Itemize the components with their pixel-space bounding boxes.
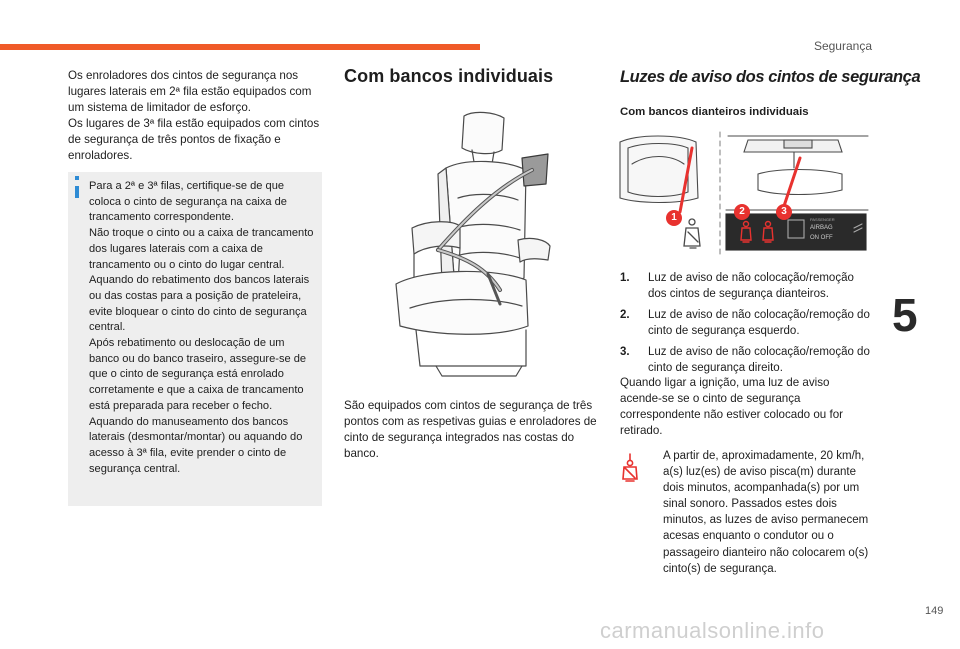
list-item-number: 1. bbox=[620, 272, 630, 284]
ignition-text bbox=[620, 375, 860, 439]
panel-label-airbag: AIRBAG bbox=[810, 225, 833, 231]
info-note-text bbox=[89, 179, 317, 477]
section-heading-warning-lights: Luzes de aviso dos cintos de segurança bbox=[620, 68, 921, 86]
watermark: carmanualsonline.info bbox=[600, 618, 825, 643]
individual-seats-text bbox=[344, 398, 600, 462]
list-item-text: Luz de aviso de não colocação/remoção dos cintos de segurança dianteiros. bbox=[648, 272, 854, 300]
individual-seats-paragraph: São equipados com cintos de segurança de três pontos com as respetivas guias e enroladores de cinto de segurança integrados nas costas do banco. bbox=[344, 399, 597, 460]
note-paragraph: Após rebatimento ou deslocação de um banco ou do banco traseiro, assegure-se de que o cinto de segurança está enrolado corretamente e que a caixa de trancamento está preparada para receber o fecho. bbox=[89, 337, 307, 412]
note-paragraph: Não troque o cinto ou a caixa de trancamento dos lugares laterais com a caixa de trancamento ou o cinto do lugar central. bbox=[89, 227, 314, 271]
note-paragraph: Aquando do rebatimento dos bancos laterais ou das costas para a posição de prateleira, evite bloquear o cinto do cinto de segurança central. bbox=[89, 274, 310, 334]
speed-warning-text bbox=[663, 448, 873, 577]
list-item-text: Luz de aviso de não colocação/remoção do cinto de segurança direito. bbox=[648, 346, 870, 374]
callout-3: 3 bbox=[776, 204, 792, 220]
list-item-number: 3. bbox=[620, 346, 630, 358]
page-number: 149 bbox=[925, 605, 944, 617]
callout-2: 2 bbox=[734, 204, 750, 220]
list-item bbox=[620, 344, 870, 376]
note-paragraph: Aquando do manuseamento dos bancos laterais (desmontar/montar) ou aquando do acesso à 3ª fila, evite prender o cinto de segurança central. bbox=[89, 415, 303, 475]
chapter-number: 5 bbox=[892, 289, 918, 341]
list-item bbox=[620, 270, 870, 302]
info-icon-dot bbox=[75, 176, 79, 180]
top-accent-bar bbox=[0, 44, 480, 50]
dashboard-warning-lights-illustration bbox=[618, 128, 870, 263]
warning-lights-list bbox=[620, 270, 870, 381]
seat-belt-illustration bbox=[376, 108, 556, 385]
list-item-text: Luz de aviso de não colocação/remoção do cinto de segurança esquerdo. bbox=[648, 309, 870, 337]
ignition-paragraph: Quando ligar a ignição, uma luz de aviso acende-se se o cinto de segurança correspondente não estiver colocado ou for retirado. bbox=[620, 376, 843, 437]
callout-1: 1 bbox=[666, 210, 682, 226]
section-label: Segurança bbox=[813, 39, 872, 53]
intro-paragraphs bbox=[68, 68, 326, 164]
speed-warning-paragraph: A partir de, aproximadamente, 20 km/h, a(s) luz(es) de aviso pisca(m) durante dois minutos, acompanhada(s) por um sinal sonoro. Passados estes dois minutos, as luzes de aviso permanecem acesas enquanto o condutor ou o passageiro dianteiro não colocarem o(s) cinto(s) de segurança. bbox=[663, 450, 869, 575]
list-item bbox=[620, 307, 870, 339]
section-heading-individual-seats: Com bancos individuais bbox=[344, 66, 554, 86]
intro-paragraph: Os enroladores dos cintos de segurança nos lugares laterais em 2ª fila estão equipados com um sistema de limitador de esforço. bbox=[68, 69, 312, 114]
list-item-number: 2. bbox=[620, 309, 630, 321]
intro-paragraph-2: Os lugares de 3ª fila estão equipados com cintos de segurança de três pontos de fixação e enroladores. bbox=[68, 117, 320, 162]
panel-label-on-off: ON OFF bbox=[810, 235, 833, 241]
subheading-front-seats: Com bancos dianteiros individuais bbox=[620, 106, 809, 118]
seatbelt-warning-icon bbox=[619, 453, 641, 488]
info-icon bbox=[75, 186, 79, 198]
panel-label-passenger: PASSENGER bbox=[810, 217, 835, 222]
note-paragraph: Para a 2ª e 3ª filas, certifique-se de que coloca o cinto de segurança na caixa de trancamento correspondente. bbox=[89, 180, 287, 224]
